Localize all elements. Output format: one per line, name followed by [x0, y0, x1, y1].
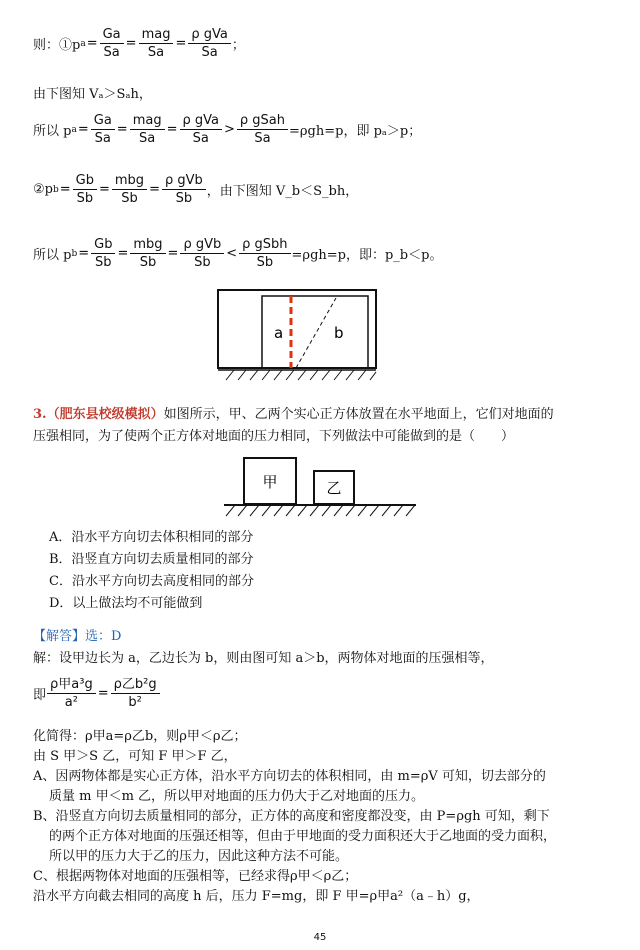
operator: =	[77, 122, 89, 137]
denominator: Sb	[76, 191, 94, 206]
answer-heading	[33, 628, 121, 646]
text-line: 由下图知 Vₐ＞Sₐh，	[33, 87, 152, 102]
denominator: Sa	[94, 131, 111, 146]
operator: =	[117, 246, 129, 261]
fraction	[130, 236, 165, 271]
numerator: ρ gVb	[180, 236, 224, 254]
equation-row-4	[33, 236, 442, 271]
numerator: Ga	[91, 112, 115, 130]
numerator: Gb	[73, 172, 97, 190]
solution-line-9: 所以甲的压力大于乙的压力，因此这种方法不可能。	[49, 849, 349, 864]
numerator: Gb	[91, 236, 115, 254]
label-a: a	[274, 324, 284, 342]
denominator: b²	[128, 695, 142, 710]
numerator: mbg	[130, 236, 165, 254]
text: 所以 p	[33, 124, 72, 139]
text: 即	[33, 688, 47, 703]
operator: <	[226, 246, 238, 261]
equation-row-1	[33, 26, 245, 61]
operator: =	[166, 122, 178, 137]
numerator: Ga	[100, 26, 124, 44]
numerator: ρ gVa	[180, 112, 223, 130]
denominator: Sa	[201, 45, 218, 60]
operator: =	[167, 246, 179, 261]
label-yi: 乙	[326, 479, 342, 497]
denominator: Sb	[139, 255, 157, 270]
question-text: 如图所示，甲、乙两个实心正方体放置在水平地面上，它们对地面的	[163, 407, 554, 422]
fraction	[239, 236, 290, 271]
solution-line-6: 质量 m 甲＜m 乙，所以甲对地面的压力仍大于乙对地面的压力。	[49, 789, 425, 804]
label-jia: 甲	[262, 473, 278, 491]
subscript: b	[52, 184, 59, 195]
question-number: 3.	[33, 407, 47, 422]
option-a: A．沿水平方向切去体积相同的部分	[49, 530, 254, 545]
solution-line-10: C、根据两物体对地面的压强相等，已经求得ρ甲＜ρ乙；	[33, 869, 358, 884]
fraction	[162, 172, 206, 207]
solution-line-7: B、沿竖直方向切去质量相同的部分，正方体的高度和密度都没变，由 P=ρgh 可知，剩下	[33, 809, 550, 824]
fraction	[130, 112, 165, 147]
option-c: C．沿水平方向切去高度相同的部分	[49, 574, 254, 589]
fraction	[91, 236, 115, 271]
operator: =	[116, 122, 128, 137]
diagonal-dashed-line	[296, 298, 336, 368]
solution-line-4: 由 S 甲＞S 乙，可知 F 甲＞F 乙，	[33, 749, 237, 764]
denominator: Sa	[103, 45, 120, 60]
fraction	[100, 26, 124, 61]
fraction-right	[111, 676, 160, 711]
page-number: 45	[313, 932, 327, 943]
answer-choice: 选：D	[85, 629, 122, 644]
denominator: Sa	[254, 131, 271, 146]
fraction	[188, 26, 231, 61]
ground-hatch	[226, 505, 415, 516]
numerator: ρ gVb	[162, 172, 206, 190]
solution-line-5: A、因两物体都是实心正方体，沿水平方向切去的体积相同，由 m=ρV 可知，切去部分的	[33, 769, 546, 784]
operator: =	[59, 182, 71, 197]
denominator: Sb	[256, 255, 274, 270]
operator: =	[86, 36, 98, 51]
text: =ρgh=p，即：p_b＜p。	[291, 248, 443, 263]
label-b: b	[334, 324, 344, 342]
container-outline	[218, 290, 376, 368]
operator: =	[175, 36, 187, 51]
denominator: a²	[64, 695, 78, 710]
fraction	[237, 112, 288, 147]
fraction	[73, 172, 97, 207]
fraction	[180, 236, 224, 271]
numerator: ρ乙b²g	[111, 676, 160, 694]
denominator: Sa	[139, 131, 156, 146]
text: 所以 p	[33, 248, 72, 263]
subscript: a	[71, 124, 77, 135]
text: =ρgh=p，即 pₐ＞p；	[289, 124, 422, 139]
fraction-left	[47, 676, 96, 711]
numerator: mbg	[112, 172, 147, 190]
solution-line-3: 化简得：ρ甲a=ρ乙b，则ρ甲＜ρ乙；	[33, 729, 247, 744]
text: ，由下图知 V_b＜S_bh，	[206, 184, 359, 199]
operator: =	[97, 686, 109, 701]
denominator: Sb	[95, 255, 112, 270]
solution-line-11: 沿水平方向截去相同的高度 h 后，压力 F=mg，即 F 甲=ρ甲a²（a﹣h）g，	[33, 889, 480, 904]
question-line-1	[33, 406, 554, 424]
denominator: Sb	[121, 191, 138, 206]
fraction	[91, 112, 115, 147]
numerator: mag	[139, 26, 174, 44]
option-d: D．以上做法均不可能做到	[49, 596, 203, 611]
numerator: mag	[130, 112, 165, 130]
subscript: b	[71, 248, 78, 259]
text: ；	[231, 38, 245, 53]
operator: =	[125, 36, 137, 51]
operator: =	[78, 246, 90, 261]
denominator: Sb	[194, 255, 211, 270]
question-line-2: 压强相同，为了使两个正方体对地面的压力相同，下列做法中可能做到的是（ ）	[33, 429, 515, 444]
operator: =	[98, 182, 110, 197]
answer-tag: 【解答】	[33, 629, 86, 644]
numerator: ρ gVa	[188, 26, 231, 44]
text: 则：①p	[33, 38, 81, 53]
fraction	[112, 172, 147, 207]
subscript: a	[80, 38, 86, 49]
solution-equation	[33, 676, 161, 711]
denominator: Sb	[175, 191, 193, 206]
operator: >	[224, 122, 235, 137]
solution-line-1: 解：设甲边长为 a，乙边长为 b，则由图可知 a＞b，两物体对地面的压强相等，	[33, 651, 494, 666]
equation-row-2	[33, 112, 421, 147]
ground-hatch	[226, 370, 376, 380]
denominator: Sa	[147, 45, 165, 60]
numerator: ρ gSah	[237, 112, 288, 130]
operator: =	[149, 182, 160, 197]
solution-line-8: 的两个正方体对地面的压强还相等，但由于甲地面的受力面积还大于乙地面的受力面积，	[49, 829, 557, 844]
figure-two-cubes	[222, 454, 418, 520]
fraction	[180, 112, 223, 147]
option-b: B．沿竖直方向切去质量相同的部分	[49, 552, 254, 567]
figure-container-blocks	[216, 288, 380, 384]
denominator: Sa	[192, 131, 209, 146]
numerator: ρ甲a³g	[47, 676, 96, 694]
text: ②p	[33, 182, 53, 197]
fraction	[139, 26, 174, 61]
equation-row-3	[33, 172, 358, 207]
numerator: ρ gSbh	[239, 236, 290, 254]
question-source: （肥东县校级模拟）	[46, 407, 164, 422]
